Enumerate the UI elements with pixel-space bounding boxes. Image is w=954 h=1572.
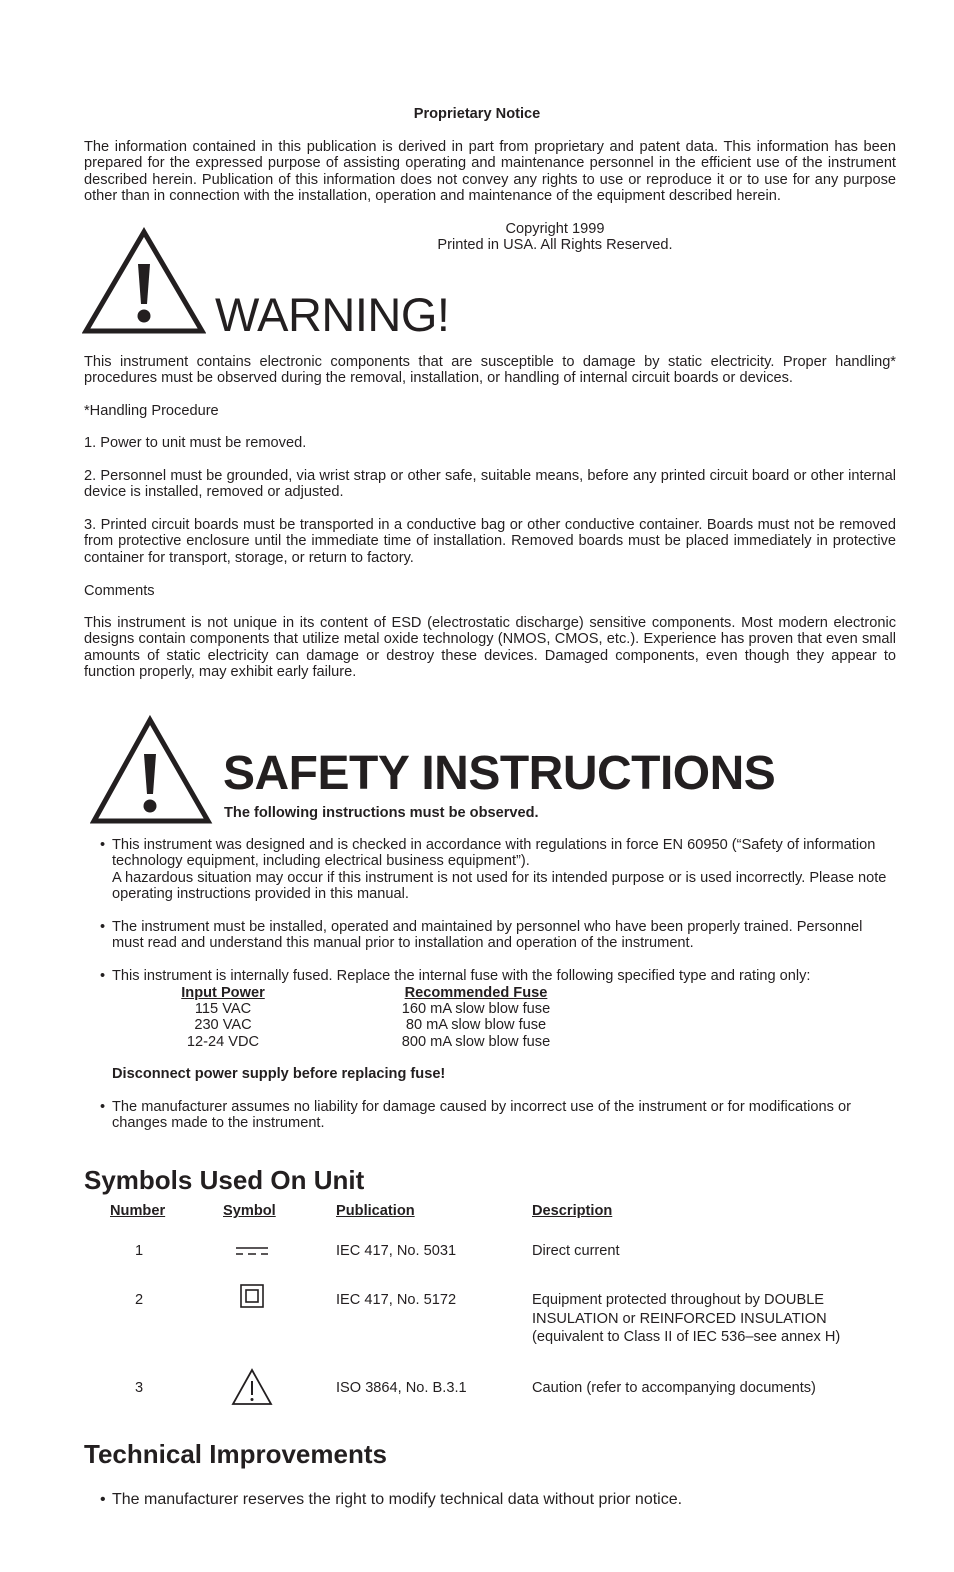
proprietary-notice-body: The information contained in this publication is derived in part from proprietary and patent data. This information has been prepared for the expressed purpose of assisting operating and maintenance personnel in the efficient use of the instrument described herein. Publication of this information does not convey any rights to use or reproduce it or to use for any purpose other than in connection with the installation, operation and maintenance of the equipment described herein.	[84, 139, 896, 205]
symbols-header-description: Description	[532, 1203, 613, 1219]
comments-body: This instrument is not unique in its content of ESD (electrostatic discharge) sensitive components. Most modern electronic designs contain components that utilize metal oxide technology (NMOS, CMOS, etc.). Experience has proven that even small amounts of static electricity can damage or destroy these devices. Damaged components, even though they appear to function properly, may exhibit early failure.	[84, 615, 896, 681]
handling-step: 3. Printed circuit boards must be transported in a conductive bag or other conductive container. Boards must not be removed from protective enclosure until the immediate time of installation. Removed boards must be placed immediately in protective container for transport, storage, or return to factory.	[84, 517, 896, 566]
symbol-description: Direct current	[532, 1243, 620, 1259]
symbol-publication: IEC 417, No. 5031	[336, 1243, 457, 1259]
safety-bullet	[100, 919, 900, 952]
safety-bullet-text: The instrument must be installed, operated and maintained by personnel who have been properly trained. Personnel must read and understand this manual prior to installation and operation of the instrument.	[112, 919, 863, 952]
safety-bullet	[100, 1099, 900, 1132]
safety-bullet-text: This instrument was designed and is checked in accordance with regulations in force EN 60950 (“Safety of information technology equipment, including electrical business equipment”).	[112, 837, 876, 870]
technical-bullet-text: The manufacturer reserves the right to modify technical data without prior notice.	[112, 1491, 683, 1508]
fuse-cell: 80 mA slow blow fuse	[405, 1017, 547, 1034]
symbol-description: Caution (refer to accompanying documents)	[532, 1380, 816, 1396]
safety-bullet-text: This instrument is internally fused. Replace the internal fuse with the following specified type and rating only:	[112, 968, 811, 984]
warning-triangle-icon	[82, 226, 206, 336]
printed-in-usa-line: Printed in USA. All Rights Reserved.	[437, 237, 673, 253]
symbols-header-number: Number	[110, 1203, 166, 1219]
warning-title: WARNING!	[215, 288, 450, 341]
handling-step: 1. Power to unit must be removed.	[84, 435, 307, 451]
symbol-publication: ISO 3864, No. B.3.1	[336, 1380, 467, 1396]
handling-step: 2. Personnel must be grounded, via wrist strap or other safe, suitable means, before any printed circuit board or other internal device is installed, removed or adjusted.	[84, 468, 896, 501]
fuse-cell: 800 mA slow blow fuse	[401, 1033, 551, 1050]
handling-procedure-label: *Handling Procedure	[84, 403, 219, 419]
disconnect-power-notice: Disconnect power supply before replacing fuse!	[112, 1066, 446, 1082]
caution-triangle-icon	[90, 714, 214, 826]
symbol-number: 1	[135, 1243, 144, 1259]
fuse-header-input-power: Input Power	[181, 985, 265, 1001]
fuse-header-recommended-fuse: Recommended Fuse	[404, 985, 548, 1001]
safety-subtitle: The following instructions must be observed.	[224, 805, 539, 821]
double-insulation-icon	[240, 1284, 264, 1308]
fuse-cell: 12-24 VDC	[186, 1033, 260, 1050]
bullet-mark: •	[100, 1099, 106, 1115]
warning-intro: This instrument contains electronic components that are susceptible to damage by static electricity. Proper handling* procedures must be observed during the removal, installation, or handling of internal circuit boards or devices.	[84, 354, 896, 387]
technical-improvements-title: Technical Improvements	[84, 1439, 387, 1469]
comments-label: Comments	[84, 583, 155, 599]
fuse-cell: 160 mA slow blow fuse	[401, 1001, 551, 1018]
symbol-description: Equipment protected throughout by DOUBLE INSULATION or REINFORCED INSULATION (equivalent to Class II of IEC 536–see annex H)	[532, 1292, 841, 1345]
bullet-mark: •	[100, 919, 106, 935]
bullet-mark: •	[100, 837, 106, 853]
bullet-mark: •	[100, 1491, 106, 1508]
direct-current-icon	[235, 1245, 269, 1257]
symbol-publication: IEC 417, No. 5172	[336, 1292, 457, 1308]
copyright-line: Copyright 1999	[505, 221, 605, 237]
fuse-table-power-column	[158, 985, 288, 1050]
symbol-number: 2	[135, 1292, 144, 1308]
safety-bullet	[100, 837, 900, 903]
bullet-mark: •	[100, 968, 106, 984]
symbols-header-symbol: Symbol	[223, 1203, 276, 1219]
technical-bullet	[100, 1490, 900, 1510]
symbols-header-publication: Publication	[336, 1203, 415, 1219]
safety-bullet	[100, 968, 900, 985]
symbol-number: 3	[135, 1380, 144, 1396]
proprietary-notice-title: Proprietary Notice	[413, 106, 541, 122]
fuse-table-fuse-column	[376, 985, 576, 1050]
safety-bullet-text: A hazardous situation may occur if this instrument is not used for its intended purpose or is used incorrectly. Please note operating instructions provided in this manual.	[112, 869, 887, 903]
safety-instructions-title: SAFETY INSTRUCTIONS	[223, 747, 776, 800]
caution-icon	[230, 1367, 274, 1407]
safety-bullet-text: The manufacturer assumes no liability for damage caused by incorrect use of the instrument or for modifications or changes made to the instrument.	[112, 1099, 851, 1132]
fuse-cell: 230 VAC	[194, 1017, 252, 1034]
symbols-section-title: Symbols Used On Unit	[84, 1165, 365, 1195]
fuse-cell: 115 VAC	[194, 1001, 252, 1018]
